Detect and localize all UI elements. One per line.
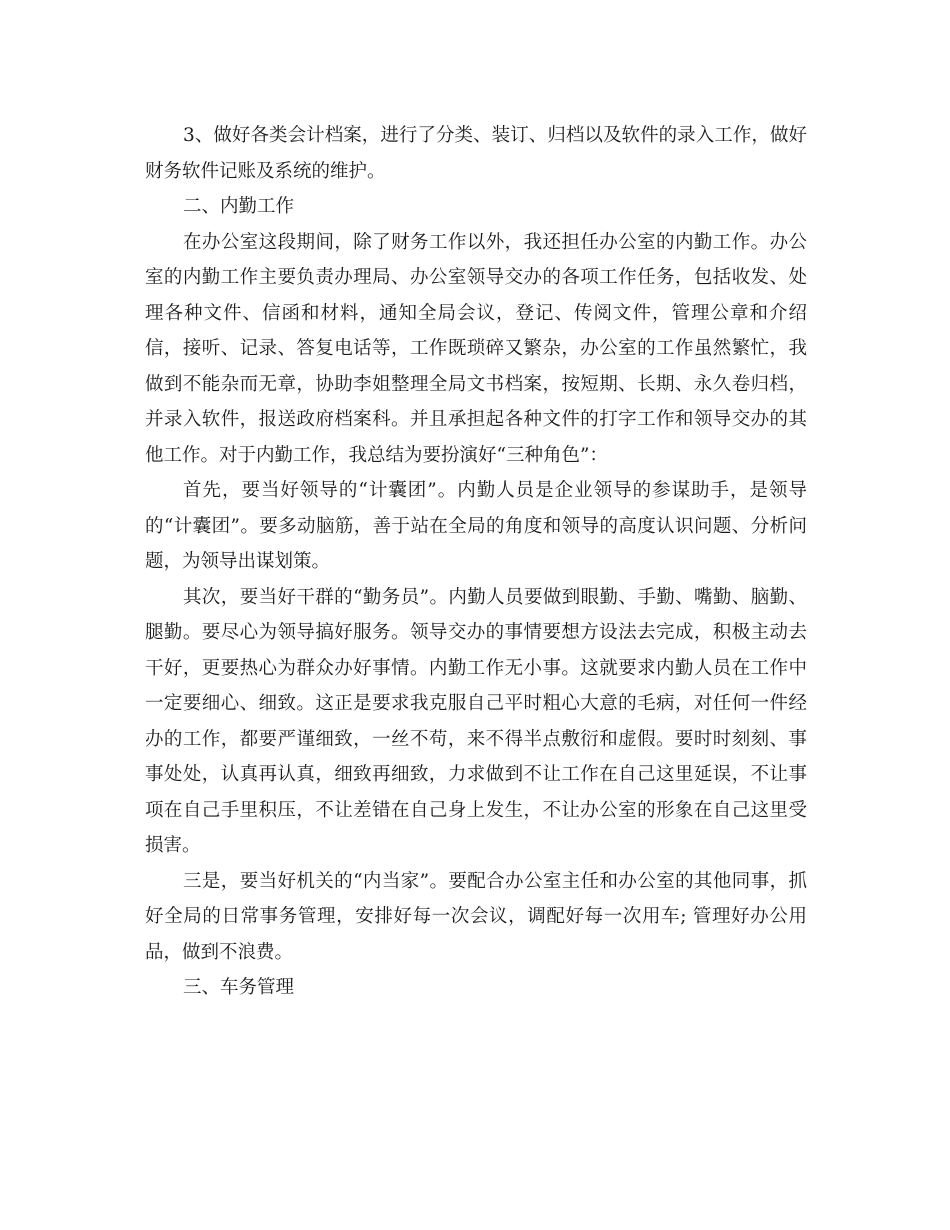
paragraph-internal-affairs-duties: 在办公室这段期间，除了财务工作以外，我还担任办公室的内勤工作。办公室的内勤工作主要负责办理局、办公室领导交办的各项工作任务，包括收发、处理各种文件、信函和材料，通知全局会议，登记、传阅文件，管理公章和介绍信，接听、记录、答复电话等，工作既琐碎又繁杂，办公室的工作虽然繁忙，我做到不能杂而无章，协助李姐整理全局文书档案，按短期、长期、永久卷归档，并录入软件，报送政府档案科。并且承担起各种文件的打字工作和领导交办的其他工作。对于内勤工作，我总结为要扮演好“三种角色”： [145,231,807,466]
paragraph-accounting-archives: 3、做好各类会计档案，进行了分类、装订、归档以及软件的录入工作，做好财务软件记账及系统的维护。 [145,125,807,182]
section-heading-vehicle-management: 三、车务管理 [183,977,295,998]
document-body [145,118,807,1006]
section-heading-internal-affairs: 二、内勤工作 [183,196,295,217]
paragraph-role-think-tank: 首先，要当好领导的“计囊团”。内勤人员是企业领导的参谋助手，是领导的“计囊团”。要多动脑筋，善于站在全局的角度和领导的高度认识问题、分析问题，为领导出谋划策。 [145,480,807,572]
paragraph-role-housekeeper: 三是，要当好机关的“内当家”。要配合办公室主任和办公室的其他同事，抓好全局的日常事务管理，安排好每一次会议，调配好每一次用车; 管理好办公用品，做到不浪费。 [145,870,807,963]
paragraph-role-service-worker: 其次，要当好干群的“勤务员”。内勤人员要做到眼勤、手勤、嘴勤、脑勤、腿勤。要尽心为领导搞好服务。领导交办的事情要想方设法去完成，积极主动去干好，更要热心为群众办好事情。内勤工作无小事。这就要求内勤人员在工作中一定要细心、细致。这正是要求我克服自己平时粗心大意的毛病，对任何一件经办的工作，都要严谨细致，一丝不苟，来不得半点敷衍和虚假。要时时刻刻、事事处处，认真再认真，细致再细致，力求做到不让工作在自己这里延误，不让事项在自己手里积压，不让差错在自己身上发生，不让办公室的形象在自己这里受损害。 [145,586,807,856]
